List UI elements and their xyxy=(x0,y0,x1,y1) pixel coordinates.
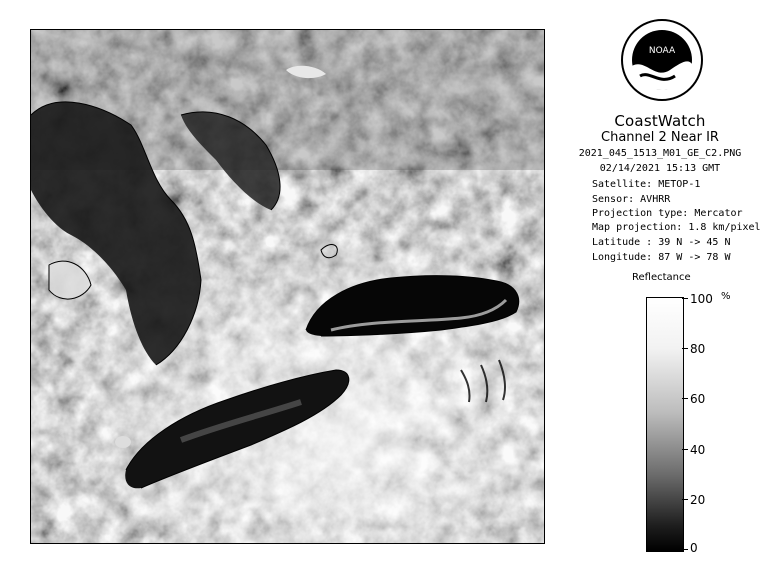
reflectance-colorbar xyxy=(646,297,684,552)
filename: 2021_045_1513_M01_GE_C2.PNG xyxy=(578,148,742,159)
satellite-label: Satellite: METOP-1 xyxy=(592,179,701,190)
legend-unit: % xyxy=(721,291,731,302)
sensor-label: Sensor: AVHRR xyxy=(592,194,671,205)
tick-label: 60 xyxy=(690,392,706,406)
tick-mark xyxy=(682,549,688,550)
tick-label: 0 xyxy=(690,541,698,555)
title: CoastWatch xyxy=(614,112,706,130)
legend-title: Reflectance xyxy=(632,272,691,283)
tick-mark xyxy=(682,398,688,399)
tick-mark xyxy=(682,348,688,349)
lake-st-clair xyxy=(115,436,131,448)
map-projection-label: Map projection: 1.8 km/pixel xyxy=(592,222,761,233)
datetime: 02/14/2021 15:13 GMT xyxy=(599,163,721,174)
satellite-image xyxy=(30,29,545,544)
tick-label: 40 xyxy=(690,443,706,457)
tick-label: 80 xyxy=(690,342,706,356)
subtitle: Channel 2 Near IR xyxy=(601,130,719,145)
noaa-logo xyxy=(620,18,704,102)
tick-label: 100 xyxy=(690,292,713,306)
projection-type-label: Projection type: Mercator xyxy=(592,208,743,219)
tick-label: 20 xyxy=(690,493,706,507)
latitude-label: Latitude : 39 N -> 45 N xyxy=(592,237,731,248)
tick-mark xyxy=(682,499,688,500)
longitude-label: Longitude: 87 W -> 78 W xyxy=(592,252,731,263)
tick-mark xyxy=(682,298,688,299)
tick-mark xyxy=(682,449,688,450)
logo-text: NOAA xyxy=(648,46,676,56)
